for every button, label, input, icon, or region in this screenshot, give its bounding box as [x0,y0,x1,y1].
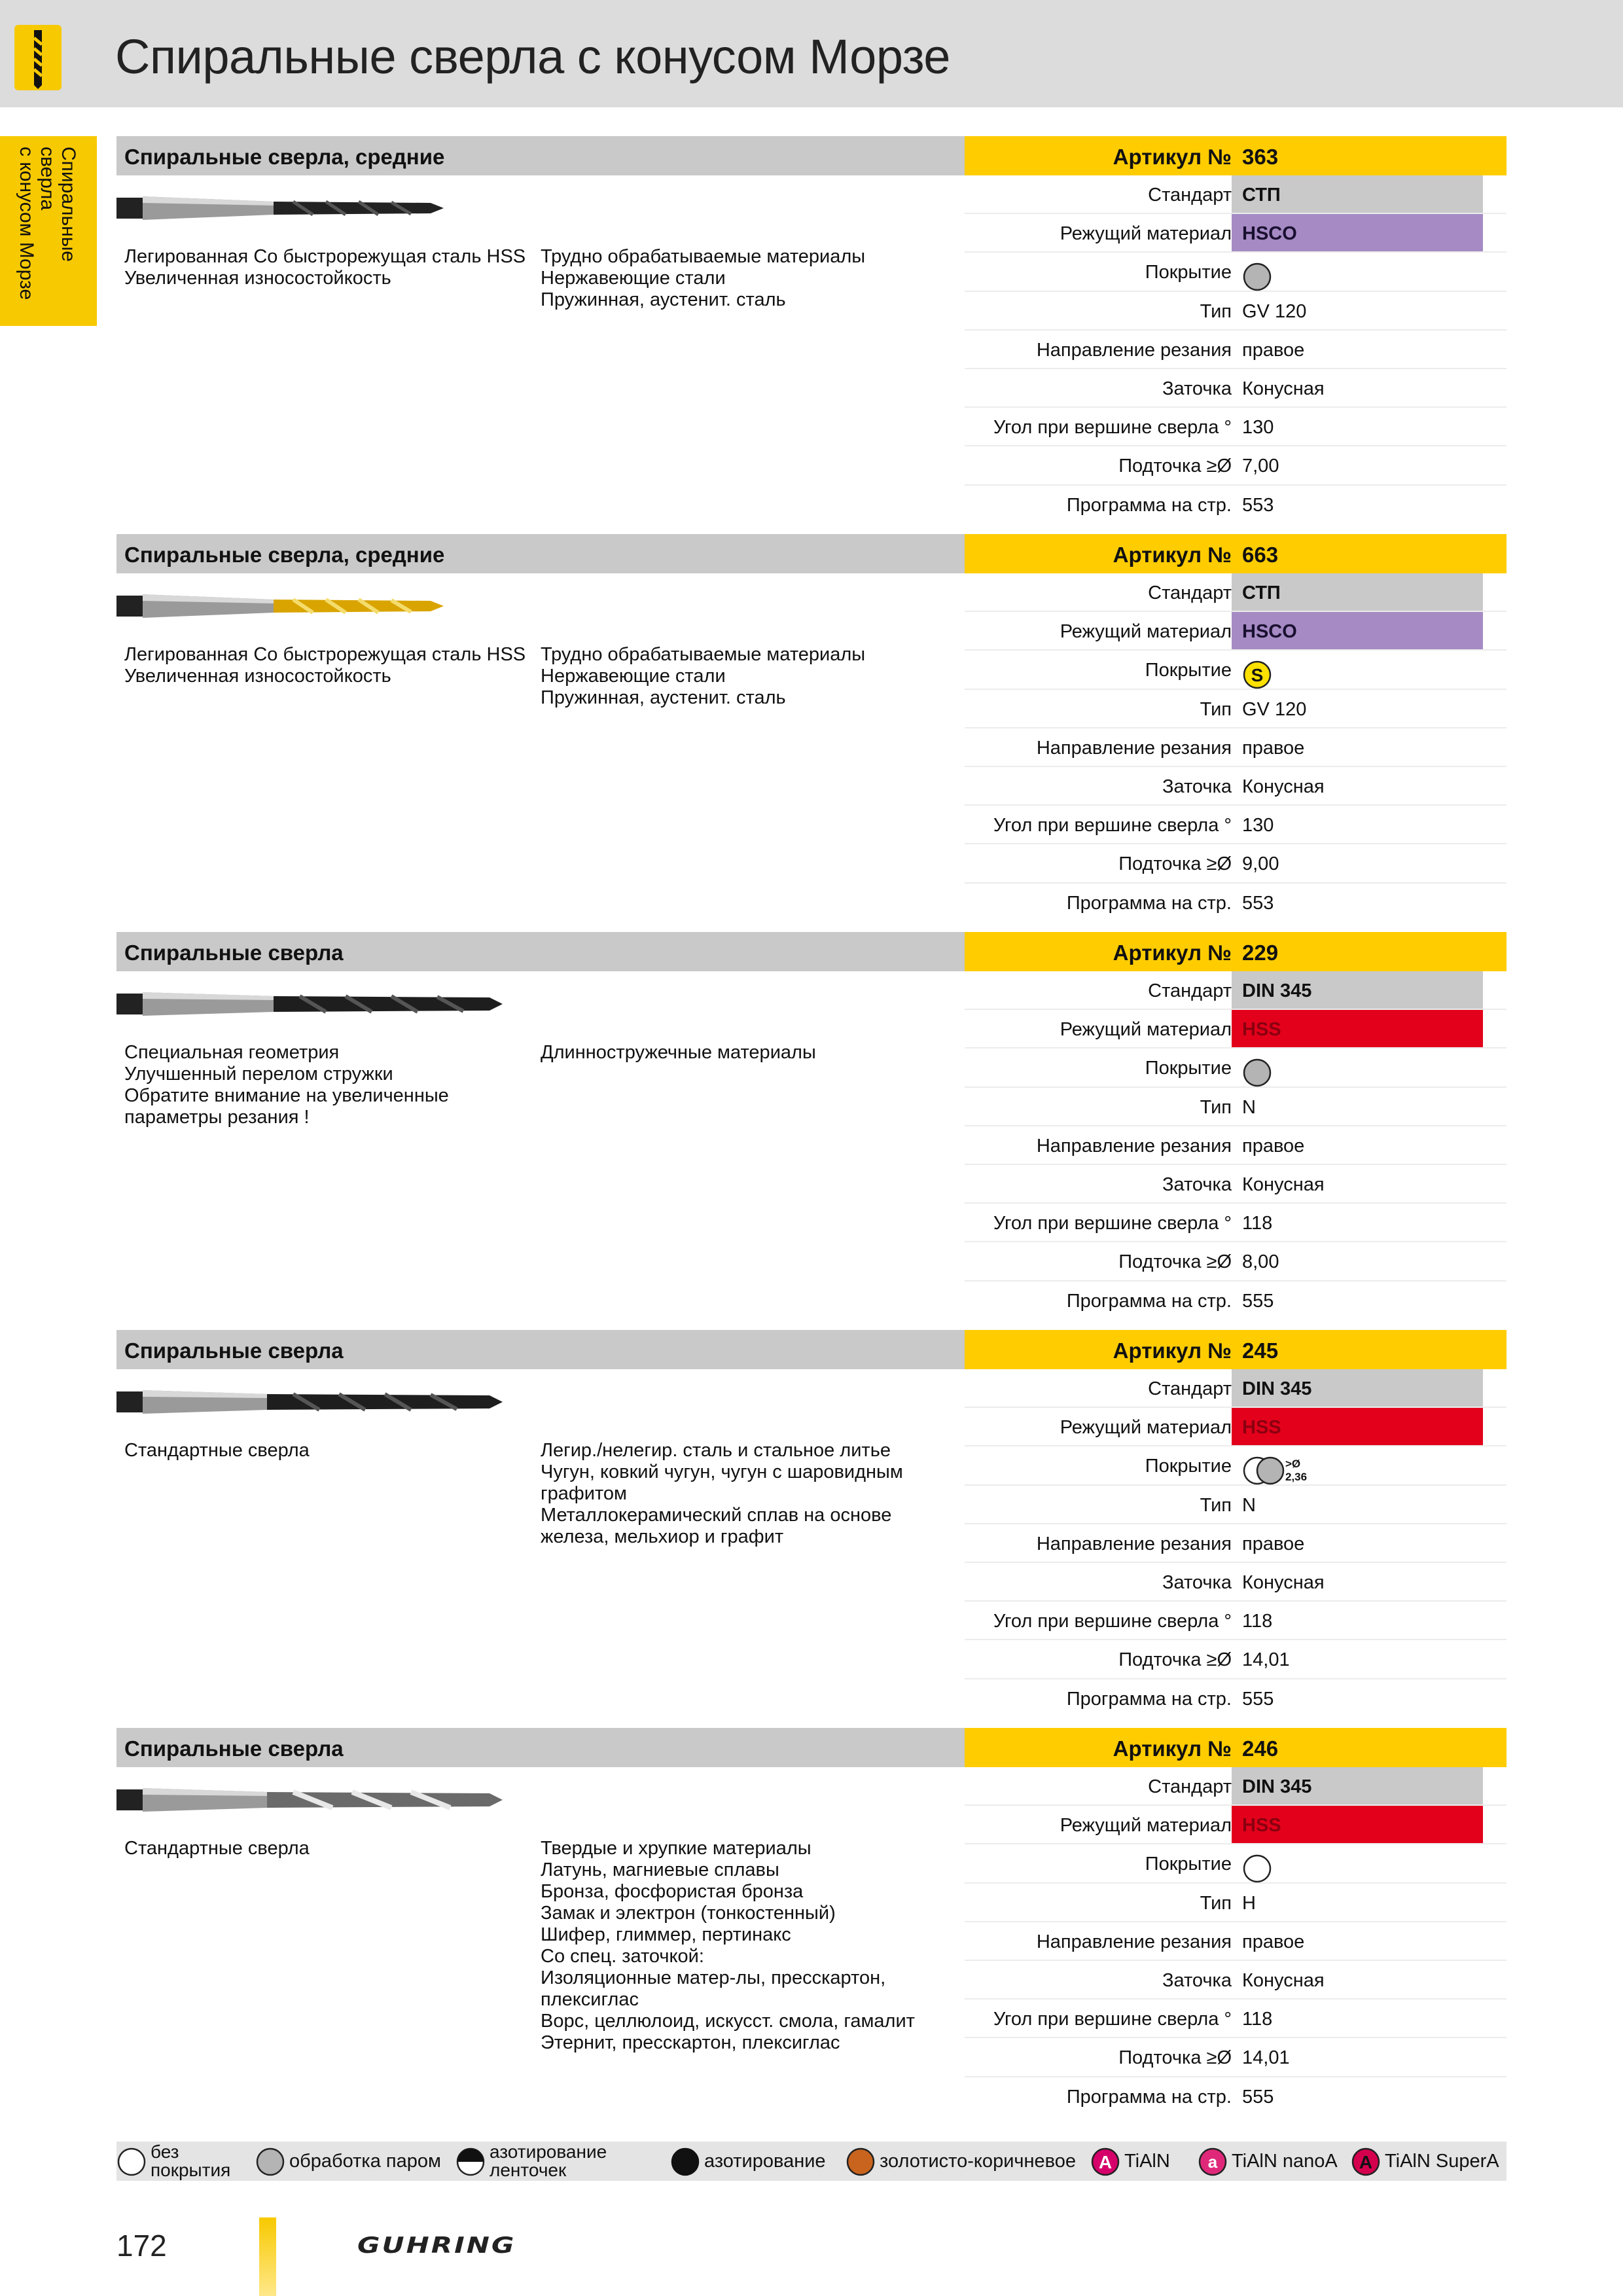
product-title: Спиральные сверла [124,941,344,965]
spec-row-standard: Стандарт DIN 345 [965,1767,1507,1806]
strip-nitriding-icon [455,2147,486,2177]
article-label: Артикул № [1113,1338,1232,1363]
program-page-link[interactable]: 555 [1242,1290,1274,1312]
product-block [116,932,1507,1329]
spec-row-type: Тип N [965,1088,1507,1126]
steam-treated-icon [1242,1058,1272,1088]
section-tab-label: Спиральные сверла с конусом Морзе [16,147,79,300]
product-features: Легированная Co быстрорежущая сталь HSS Увеличенная износостойкость [124,246,526,289]
spec-row-type: Тип H [965,1884,1507,1922]
spec-row-coating: Покрытие [965,1049,1507,1087]
spec-table [965,1369,1507,1718]
product-header [116,534,1507,573]
drill-image [116,1382,509,1422]
product-materials: Твердые и хрупкие материалы Латунь, магниевые сплавы Бронза, фосфористая бронза Замак и электрон (тонкостенный) Шифер, глиммер, пертинакс Со спец. заточкой: Изоляционные матер-лы, пресскартон, плексиглас Ворс, целлюлоид, искусст. смола, гамалит Этернит, пресскартон, плексиглас [541,1838,915,2053]
product-features: Стандартные сверла [124,1440,310,1461]
svg-text:>Ø: >Ø [1285,1458,1301,1471]
spec-row-direction: Направление резания правое [965,1126,1507,1165]
program-page-link[interactable]: 555 [1242,2086,1274,2108]
uncoated-icon [116,2147,147,2177]
spec-row-angle: Угол при вершине сверла ° 130 [965,806,1507,844]
brand-logo: GUHRING [357,2232,516,2259]
product-header [116,1330,1507,1369]
spec-row-sharpening: Заточка Конусная [965,767,1507,806]
article-label: Артикул № [1113,941,1232,965]
spec-row-standard: Стандарт СТП [965,573,1507,612]
product-features: Легированная Co быстрорежущая сталь HSS Увеличенная износостойкость [124,644,526,687]
spec-row-angle: Угол при вершине сверла ° 118 [965,2000,1507,2038]
drill-bit-icon [14,25,62,90]
tialn-nano-icon [1198,2147,1228,2177]
product-block [116,1728,1507,2125]
spec-table [965,1767,1507,2116]
article-number: 245 [1242,1338,1279,1363]
spec-row-material: Режущий материал HSS [965,1408,1507,1446]
spec-row-angle: Угол при вершине сверла ° 130 [965,408,1507,446]
spec-row-standard: Стандарт DIN 345 [965,1369,1507,1408]
spec-row-material: Режущий материал HSCO [965,214,1507,253]
spec-row-material: Режущий материал HSS [965,1010,1507,1049]
product-materials: Длинностружечные материалы [541,1042,816,1063]
coating-legend: без покрытия обработка паром азотирование ленточек азотирование золотисто-коричневое A TiAlN a TiAlN nanoA A TiAlN SuperA [116,2142,1507,2181]
page-number: 172 [116,2229,167,2263]
product-features: Специальная геометрия Улучшенный перелом стружки Обратите внимание на увеличенные параметры резания ! [124,1042,449,1128]
spec-row-sharpening: Заточка Конусная [965,369,1507,408]
drill-image [116,586,509,626]
spec-row-direction: Направление резания правое [965,331,1507,369]
article-label: Артикул № [1113,1736,1232,1761]
product-features: Стандартные сверла [124,1838,310,1859]
product-header [116,1728,1507,1767]
svg-text:S: S [1251,665,1264,686]
spec-row-type: Тип GV 120 [965,690,1507,728]
spec-row-thinning: Подточка ≥Ø 14,01 [965,1640,1507,1679]
product-block [116,534,1507,931]
program-page-link[interactable]: 553 [1242,892,1274,914]
spec-row-coating: Покрытие S [965,651,1507,689]
uncoated-steam-treated-icon [1242,1456,1327,1486]
spec-row-angle: Угол при вершине сверла ° 118 [965,1602,1507,1640]
spec-row-angle: Угол при вершине сверла ° 118 [965,1204,1507,1242]
svg-text:A: A [1098,2152,1113,2172]
footer-accent-bar [259,2217,276,2296]
product-title: Спиральные сверла, средние [124,145,445,169]
drill-image [116,984,509,1024]
page-header [0,0,1623,107]
spec-row-program: Программа на стр. 553 [965,486,1507,524]
article-number: 229 [1242,941,1279,965]
spec-row-sharpening: Заточка Конусная [965,1961,1507,2000]
program-page-link[interactable]: 555 [1242,1688,1274,1710]
svg-text:A: A [1359,2152,1373,2172]
tialn-icon [1090,2147,1120,2177]
nitriding-icon [670,2147,700,2177]
spec-row-program: Программа на стр. 555 [965,1679,1507,1718]
uncoated-icon [1242,1854,1272,1884]
svg-text:2,36: 2,36 [1285,1471,1308,1484]
spec-row-standard: Стандарт DIN 345 [965,971,1507,1010]
article-number: 363 [1242,145,1279,169]
spec-row-material: Режущий материал HSCO [965,612,1507,651]
spec-row-sharpening: Заточка Конусная [965,1563,1507,1602]
article-label: Артикул № [1113,543,1232,567]
drill-image [116,1780,509,1820]
product-title: Спиральные сверла, средние [124,543,445,567]
spec-row-type: Тип GV 120 [965,292,1507,331]
spec-row-standard: Стандарт СТП [965,175,1507,214]
product-materials: Трудно обрабатываемые материалы Нержавеющие стали Пружинная, аустенит. сталь [541,644,866,708]
spec-row-program: Программа на стр. 553 [965,884,1507,922]
product-title: Спиральные сверла [124,1338,344,1363]
svg-text:a: a [1207,2152,1218,2172]
page-title: Спиральные сверла с конусом Морзе [115,29,950,84]
drill-image [116,188,509,228]
spec-row-direction: Направление резания правое [965,1922,1507,1961]
article-number: 246 [1242,1736,1279,1761]
spec-row-sharpening: Заточка Конусная [965,1165,1507,1204]
product-title: Спиральные сверла [124,1736,344,1761]
program-page-link[interactable]: 553 [1242,494,1274,516]
steam-treated-icon [255,2147,285,2177]
spec-row-type: Тип N [965,1486,1507,1524]
spec-row-coating: Покрытие [965,253,1507,291]
article-number: 663 [1242,543,1279,567]
article-label: Артикул № [1113,145,1232,169]
spec-row-program: Программа на стр. 555 [965,2077,1507,2116]
spec-row-program: Программа на стр. 555 [965,1282,1507,1320]
spec-table [965,573,1507,922]
spec-row-direction: Направление резания правое [965,728,1507,767]
spec-table [965,175,1507,524]
spec-row-material: Режущий материал HSS [965,1806,1507,1844]
product-block [116,136,1507,533]
product-header [116,932,1507,971]
spec-row-thinning: Подточка ≥Ø 9,00 [965,844,1507,883]
spec-row-coating: Покрытие >Ø 2,36 [965,1446,1507,1485]
section-tab[interactable] [0,136,97,326]
gold-brown-icon [846,2147,876,2177]
spec-row-thinning: Подточка ≥Ø 7,00 [965,446,1507,485]
spec-row-coating: Покрытие [965,1844,1507,1883]
product-block [116,1330,1507,1727]
product-materials: Трудно обрабатываемые материалы Нержавеющие стали Пружинная, аустенит. сталь [541,246,866,310]
s-coating-icon [1242,660,1272,690]
product-header [116,136,1507,175]
spec-row-thinning: Подточка ≥Ø 8,00 [965,1242,1507,1281]
spec-table [965,971,1507,1320]
product-materials: Легир./нелегир. сталь и стальное литье Чугун, ковкий чугун, чугун с шаровидным графитом Металлокерамический сплав на основе железа, мельхиор и графит [541,1440,903,1547]
spec-row-direction: Направление резания правое [965,1524,1507,1563]
tialn-supera-icon [1351,2147,1381,2177]
steam-treated-icon [1242,262,1272,292]
spec-row-thinning: Подточка ≥Ø 14,01 [965,2038,1507,2077]
